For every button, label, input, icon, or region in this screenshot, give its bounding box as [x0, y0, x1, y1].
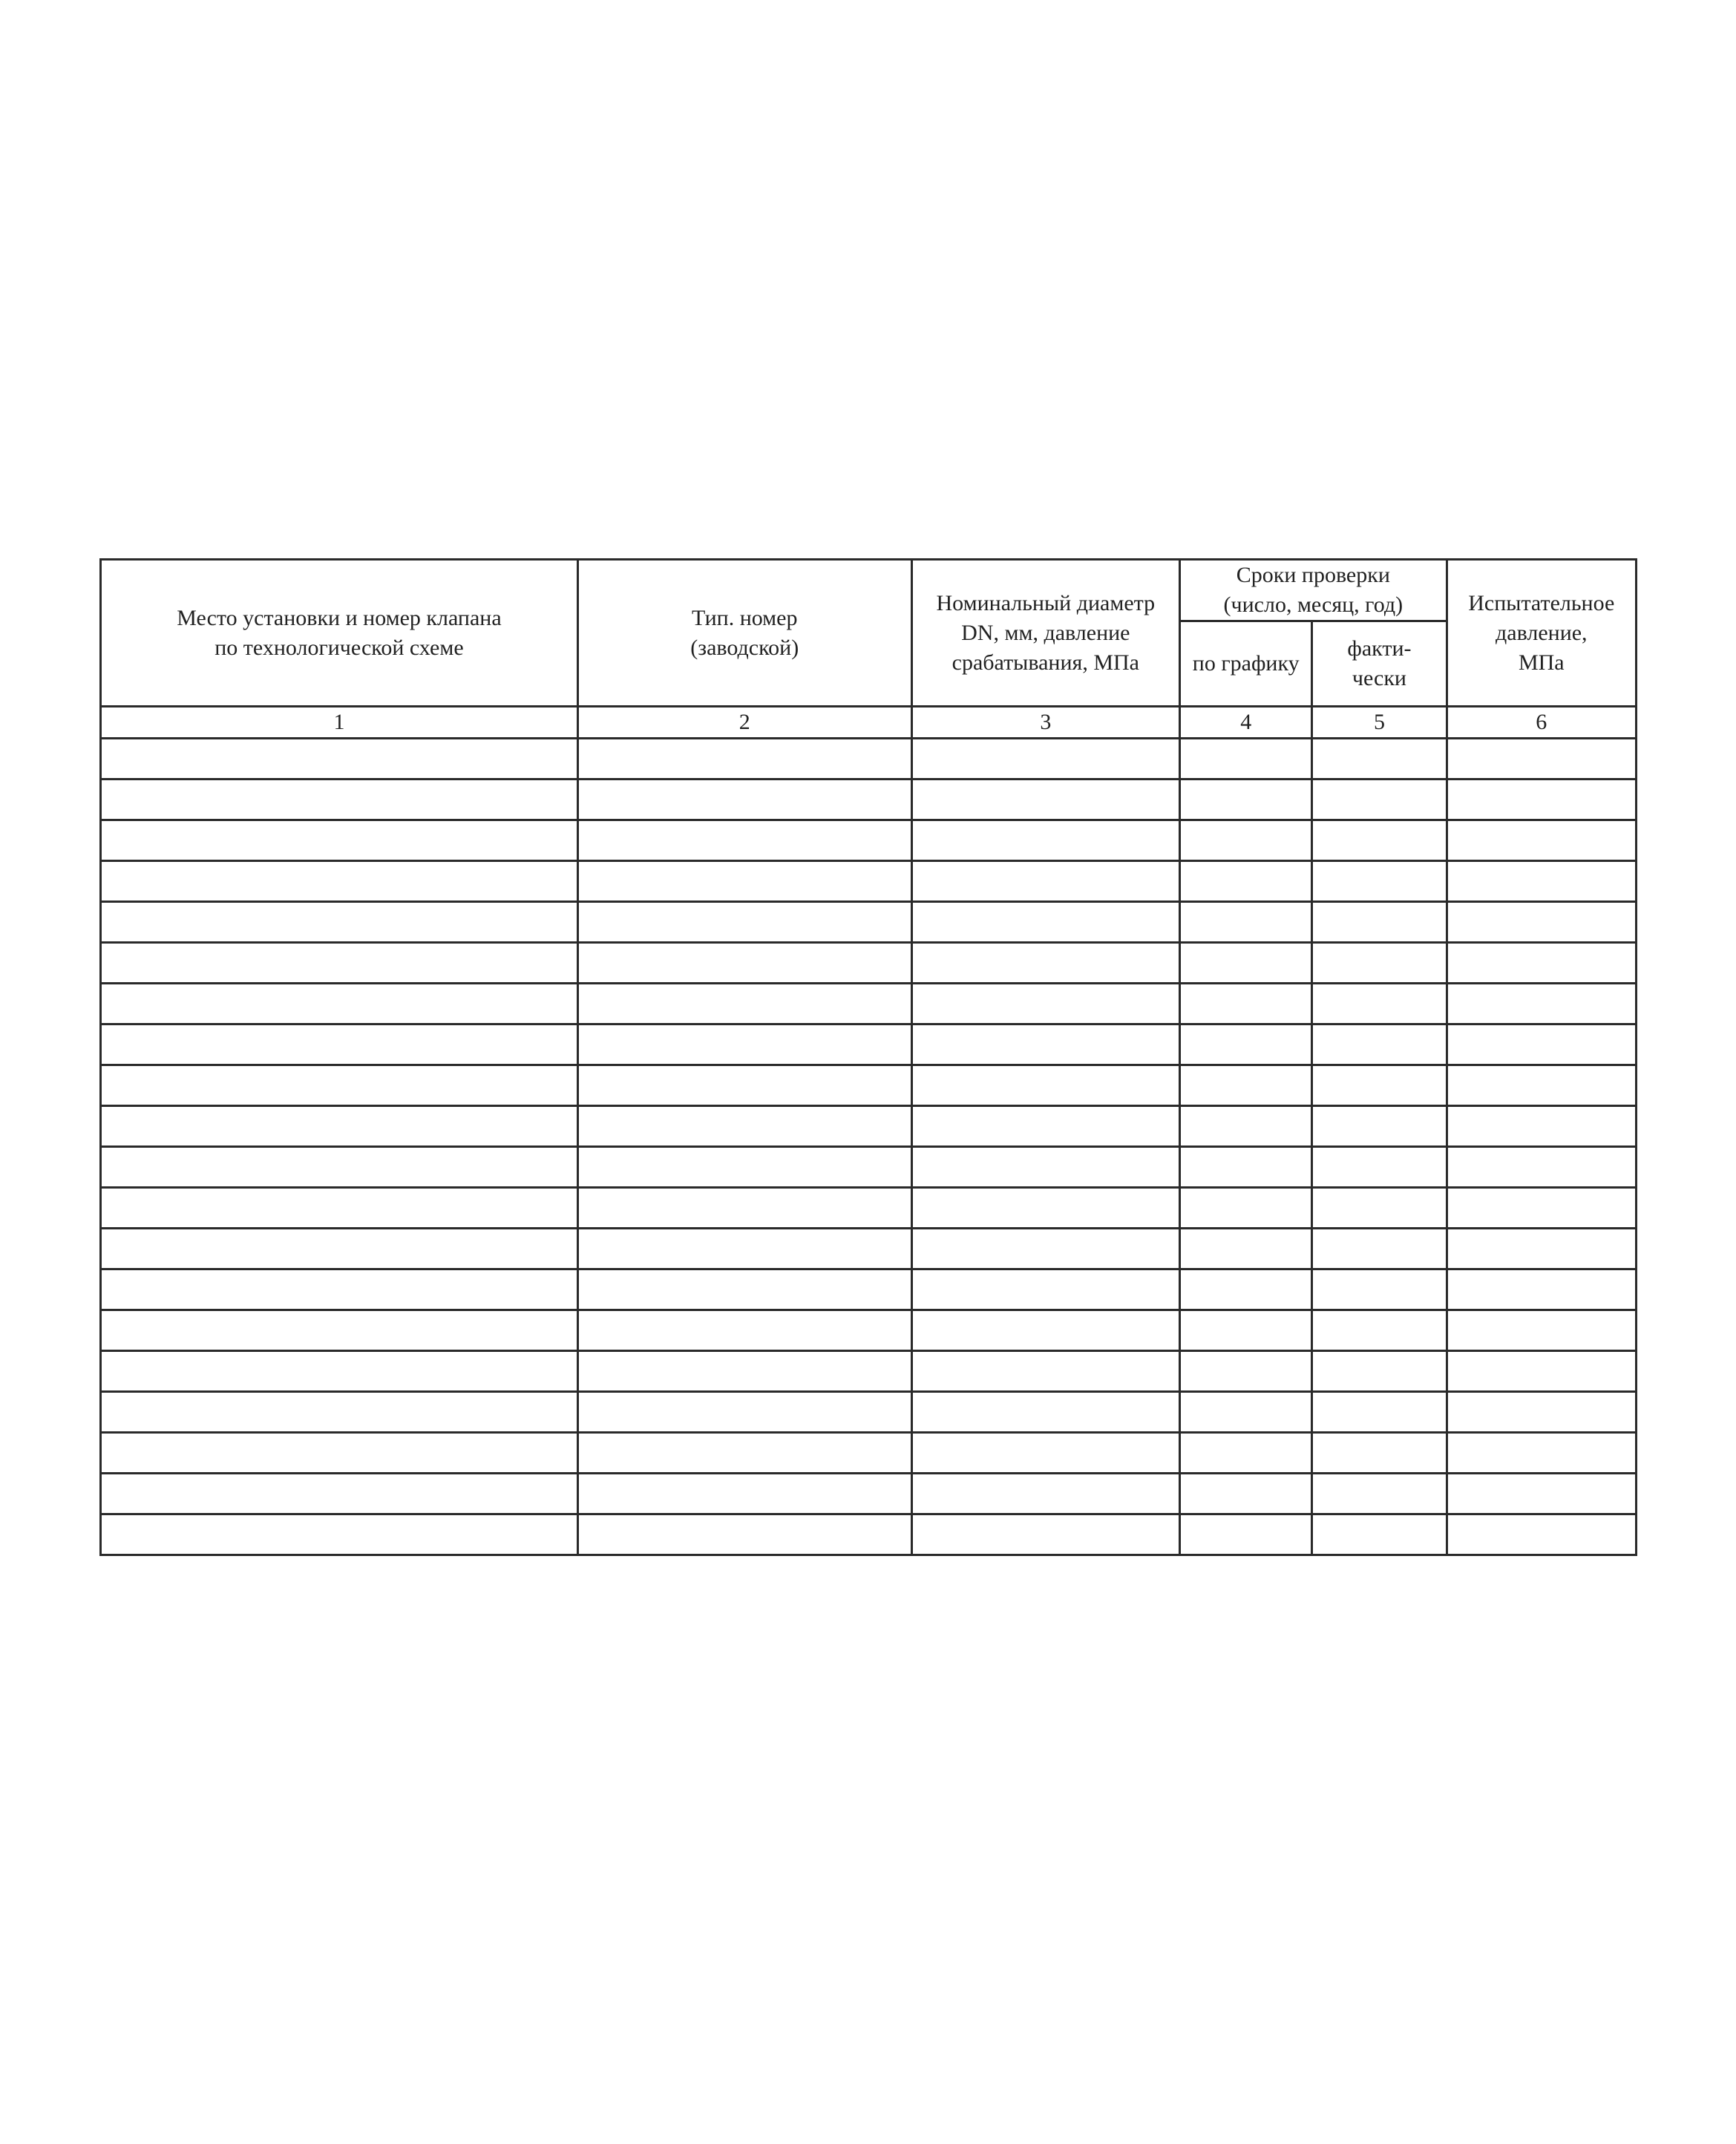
table-row	[101, 1229, 1637, 1269]
table-row	[101, 739, 1637, 780]
column-number: 5	[1312, 707, 1447, 739]
table-cell[interactable]	[577, 1106, 911, 1147]
table-cell[interactable]	[911, 739, 1180, 780]
table-cell[interactable]	[101, 1269, 578, 1310]
table-cell[interactable]	[1180, 1065, 1312, 1106]
header-line: (заводской)	[690, 635, 799, 660]
table-cell[interactable]	[577, 1310, 911, 1351]
column-number: 4	[1180, 707, 1312, 739]
table-cell[interactable]	[101, 1106, 578, 1147]
header-by-schedule	[1180, 621, 1312, 707]
table-cell[interactable]	[911, 1024, 1180, 1065]
table-cell[interactable]	[1447, 1392, 1636, 1433]
table-cell[interactable]	[577, 739, 911, 780]
table-cell[interactable]	[1447, 861, 1636, 902]
table-row	[101, 1106, 1637, 1147]
table-cell[interactable]	[1180, 739, 1312, 780]
table-row	[101, 1474, 1637, 1514]
table-cell[interactable]	[911, 1351, 1180, 1392]
header-line: по графику	[1192, 651, 1300, 676]
table-cell[interactable]	[911, 902, 1180, 943]
header-line: срабатывания, МПа	[951, 650, 1139, 675]
header-line: по технологической схеме	[214, 635, 464, 660]
table-cell[interactable]	[1180, 1024, 1312, 1065]
table-cell[interactable]	[577, 984, 911, 1024]
table-row	[101, 1392, 1637, 1433]
table-cell[interactable]	[101, 739, 578, 780]
table-cell[interactable]	[1447, 1024, 1636, 1065]
table-cell[interactable]	[1180, 1351, 1312, 1392]
table-cell[interactable]	[1180, 1474, 1312, 1514]
table-cell[interactable]	[1312, 943, 1447, 984]
table-cell[interactable]	[911, 1269, 1180, 1310]
table-body	[101, 739, 1637, 1555]
table-cell[interactable]	[1180, 820, 1312, 861]
table-cell[interactable]	[1180, 1310, 1312, 1351]
table-cell[interactable]	[1447, 1351, 1636, 1392]
table-cell[interactable]	[577, 1351, 911, 1392]
table-cell[interactable]	[577, 902, 911, 943]
table-row	[101, 820, 1637, 861]
header-type-number	[577, 560, 911, 707]
column-number: 2	[577, 707, 911, 739]
table-cell[interactable]	[1180, 1514, 1312, 1555]
table-cell[interactable]	[1447, 1229, 1636, 1269]
table-row	[101, 1310, 1637, 1351]
table-cell[interactable]	[1447, 1188, 1636, 1229]
table-cell[interactable]	[577, 1147, 911, 1188]
header-actual	[1312, 621, 1447, 707]
header-line: Тип. номер	[692, 605, 798, 630]
table-cell[interactable]	[1180, 943, 1312, 984]
table-row	[101, 1433, 1637, 1474]
table-cell[interactable]	[101, 1310, 578, 1351]
header-line: (число, месяц, год)	[1223, 592, 1403, 617]
table-cell[interactable]	[911, 1514, 1180, 1555]
table-cell[interactable]	[1447, 1433, 1636, 1474]
header-line: факти-	[1347, 636, 1412, 661]
table-cell[interactable]	[1312, 1514, 1447, 1555]
table-cell[interactable]	[101, 1392, 578, 1433]
header-nominal-diameter	[911, 560, 1180, 707]
table-cell[interactable]	[1312, 1106, 1447, 1147]
table-cell[interactable]	[577, 861, 911, 902]
table-cell[interactable]	[101, 984, 578, 1024]
table-cell[interactable]	[911, 1433, 1180, 1474]
header-line: МПа	[1518, 650, 1565, 675]
table-row	[101, 1024, 1637, 1065]
table-cell[interactable]	[911, 1106, 1180, 1147]
table-cell[interactable]	[1312, 1188, 1447, 1229]
table-cell[interactable]	[1312, 1065, 1447, 1106]
table-cell[interactable]	[911, 1188, 1180, 1229]
table-cell[interactable]	[577, 1188, 911, 1229]
table-cell[interactable]	[101, 902, 578, 943]
table-cell[interactable]	[1180, 1269, 1312, 1310]
table-cell[interactable]	[101, 1065, 578, 1106]
table-cell[interactable]	[101, 780, 578, 820]
table-cell[interactable]	[1180, 902, 1312, 943]
table-cell[interactable]	[101, 943, 578, 984]
table-cell[interactable]	[101, 861, 578, 902]
table-cell[interactable]	[911, 984, 1180, 1024]
column-number: 6	[1447, 707, 1636, 739]
table-cell[interactable]	[101, 1229, 578, 1269]
table-cell[interactable]	[577, 1392, 911, 1433]
table-cell[interactable]	[1180, 780, 1312, 820]
table-row	[101, 1147, 1637, 1188]
table-row	[101, 780, 1637, 820]
table-cell[interactable]	[1180, 1188, 1312, 1229]
table-cell[interactable]	[1312, 902, 1447, 943]
table-cell[interactable]	[1180, 984, 1312, 1024]
table-cell[interactable]	[1447, 1310, 1636, 1351]
table-cell[interactable]	[1447, 984, 1636, 1024]
table-cell[interactable]	[577, 943, 911, 984]
table-cell[interactable]	[577, 1514, 911, 1555]
table-cell[interactable]	[911, 943, 1180, 984]
table-cell[interactable]	[1180, 1147, 1312, 1188]
table-cell[interactable]	[1312, 861, 1447, 902]
table-cell[interactable]	[1312, 1269, 1447, 1310]
table-row	[101, 984, 1637, 1024]
table-cell[interactable]	[1447, 739, 1636, 780]
table-cell[interactable]	[1312, 1351, 1447, 1392]
table-cell[interactable]	[1180, 1106, 1312, 1147]
header-test-pressure	[1447, 560, 1636, 707]
table-row	[101, 1269, 1637, 1310]
header-line: чески	[1352, 666, 1406, 690]
table-row	[101, 1065, 1637, 1106]
valve-check-table	[99, 558, 1637, 1556]
header-installation-place	[101, 560, 578, 707]
table-cell[interactable]	[1312, 1024, 1447, 1065]
table-cell[interactable]	[577, 1269, 911, 1310]
table-cell[interactable]	[911, 1065, 1180, 1106]
table-header	[101, 560, 1637, 739]
table-cell[interactable]	[1312, 1433, 1447, 1474]
table-cell[interactable]	[101, 1433, 578, 1474]
table-cell[interactable]	[1180, 1392, 1312, 1433]
table-cell[interactable]	[1180, 861, 1312, 902]
table-cell[interactable]	[1312, 1310, 1447, 1351]
table-cell[interactable]	[577, 780, 911, 820]
table-cell[interactable]	[577, 1024, 911, 1065]
table-cell[interactable]	[1180, 1229, 1312, 1269]
table-cell[interactable]	[1180, 1433, 1312, 1474]
header-line: Сроки проверки	[1236, 563, 1390, 587]
table-row	[101, 861, 1637, 902]
table-cell[interactable]	[911, 1229, 1180, 1269]
table-cell[interactable]	[911, 1392, 1180, 1433]
table-cell[interactable]	[1447, 902, 1636, 943]
table-cell[interactable]	[101, 1024, 578, 1065]
table-cell[interactable]	[101, 1147, 578, 1188]
header-line: Место установки и номер клапана	[177, 605, 502, 630]
table-cell[interactable]	[577, 820, 911, 861]
table-row	[101, 1351, 1637, 1392]
table-cell[interactable]	[1447, 780, 1636, 820]
header-line: Номинальный диаметр	[936, 590, 1156, 615]
table-cell[interactable]	[911, 780, 1180, 820]
table-row	[101, 902, 1637, 943]
table-row	[101, 1188, 1637, 1229]
table-cell[interactable]	[1447, 1269, 1636, 1310]
header-line: DN, мм, давление	[961, 620, 1130, 645]
table-cell[interactable]	[1447, 1065, 1636, 1106]
table-cell[interactable]	[1447, 820, 1636, 861]
table-cell[interactable]	[1312, 984, 1447, 1024]
table-cell[interactable]	[1312, 780, 1447, 820]
table-cell[interactable]	[911, 820, 1180, 861]
table-cell[interactable]	[101, 1188, 578, 1229]
header-line: давление,	[1496, 620, 1588, 645]
table-cell[interactable]	[1312, 1474, 1447, 1514]
column-number-row	[101, 707, 1637, 739]
valve-check-journal-form	[99, 558, 1637, 1556]
table-cell[interactable]	[577, 1474, 911, 1514]
table-cell[interactable]	[101, 1514, 578, 1555]
table-cell[interactable]	[1447, 1106, 1636, 1147]
table-cell[interactable]	[101, 820, 578, 861]
table-cell[interactable]	[1447, 1147, 1636, 1188]
header-check-dates-group	[1180, 560, 1447, 621]
table-cell[interactable]	[1312, 1392, 1447, 1433]
table-row	[101, 943, 1637, 984]
table-cell[interactable]	[1447, 1474, 1636, 1514]
table-cell[interactable]	[101, 1351, 578, 1392]
column-number: 1	[101, 707, 578, 739]
table-cell[interactable]	[577, 1065, 911, 1106]
table-cell[interactable]	[577, 1433, 911, 1474]
table-cell[interactable]	[911, 1147, 1180, 1188]
table-row	[101, 1514, 1637, 1555]
table-cell[interactable]	[1312, 739, 1447, 780]
table-cell[interactable]	[1312, 820, 1447, 861]
table-cell[interactable]	[911, 1310, 1180, 1351]
table-cell[interactable]	[577, 1229, 911, 1269]
table-cell[interactable]	[1312, 1147, 1447, 1188]
table-cell[interactable]	[101, 1474, 578, 1514]
table-cell[interactable]	[911, 1474, 1180, 1514]
table-cell[interactable]	[1447, 943, 1636, 984]
column-number: 3	[911, 707, 1180, 739]
table-cell[interactable]	[1312, 1229, 1447, 1269]
header-line: Испытательное	[1468, 590, 1615, 615]
table-cell[interactable]	[1447, 1514, 1636, 1555]
table-cell[interactable]	[911, 861, 1180, 902]
